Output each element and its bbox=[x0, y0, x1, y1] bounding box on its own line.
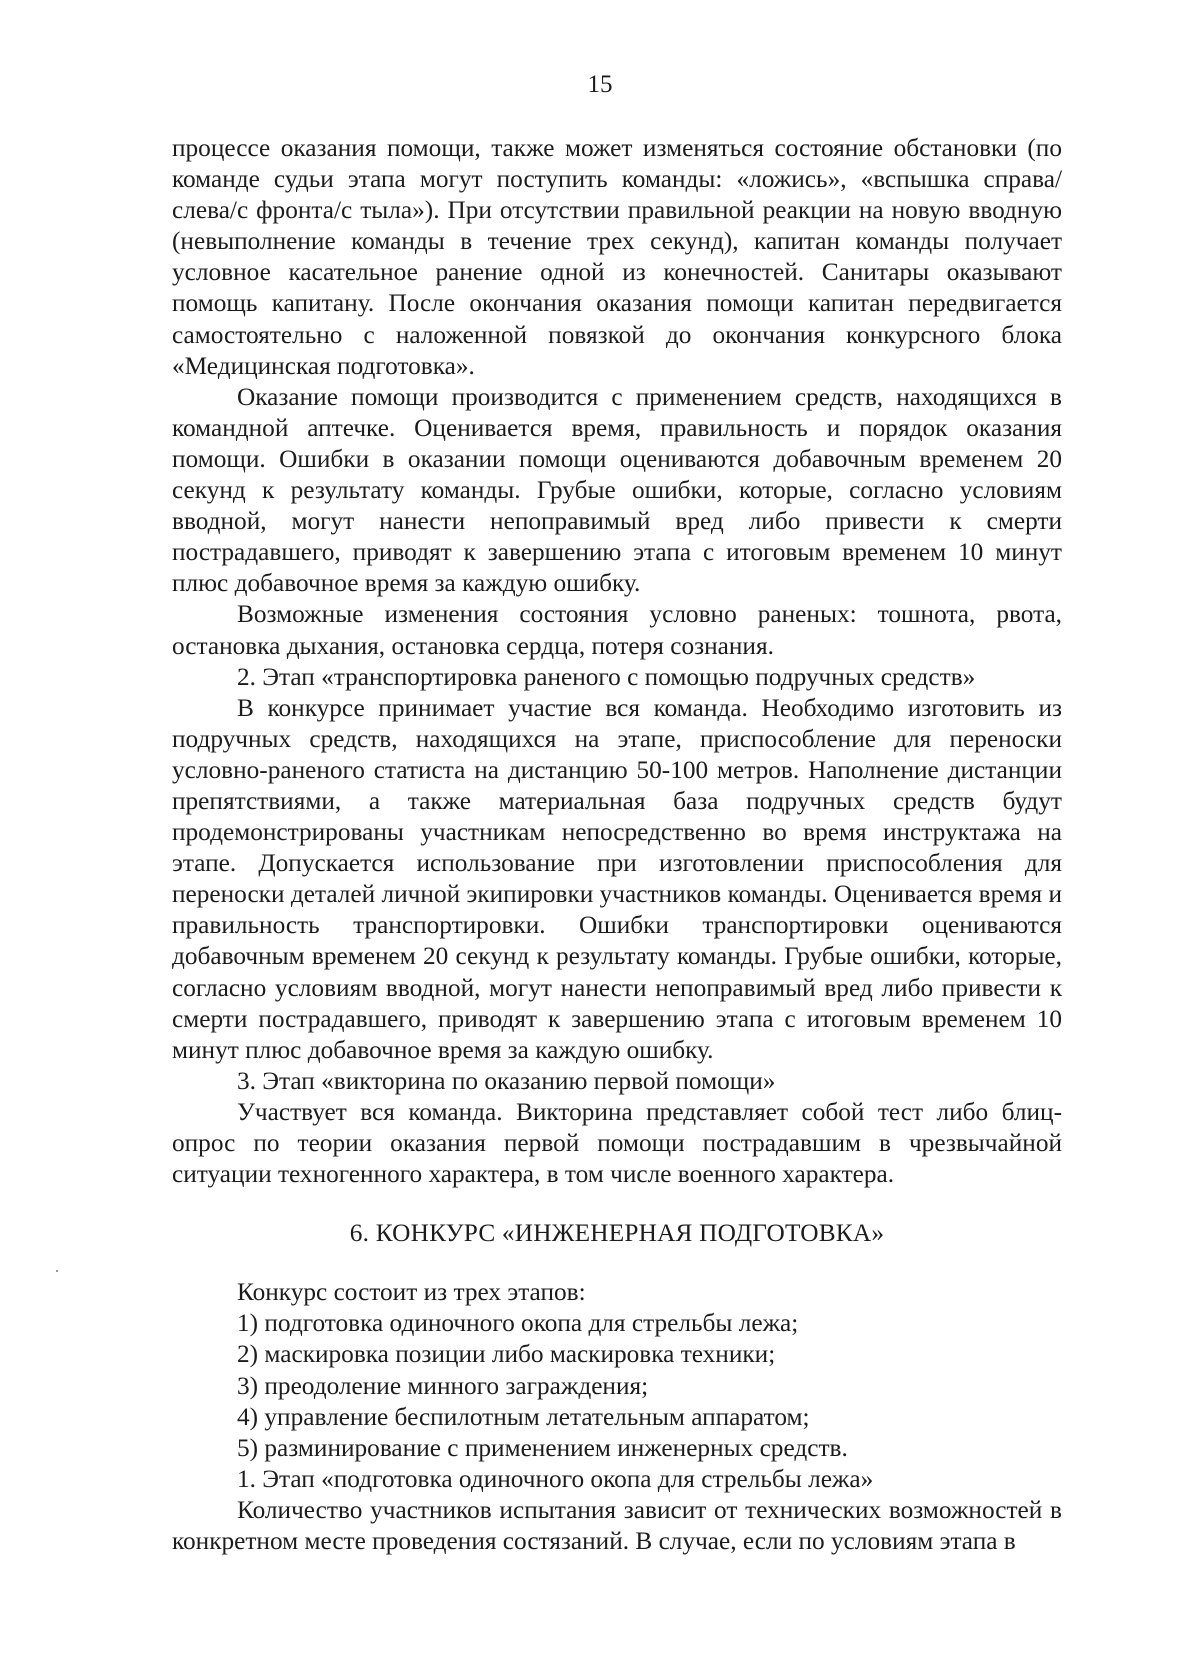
list-item: 2) маскировка позиции либо маскировка техники; bbox=[237, 1340, 776, 1369]
paragraph: Конкурс состоит из трех этапов: bbox=[237, 1278, 586, 1307]
scan-speck bbox=[56, 1270, 58, 1272]
list-item: 5) разминирование с применением инженерных средств. bbox=[237, 1433, 848, 1462]
stage-title: 1. Этап «подготовка одиночного окопа для стрельбы лежа» bbox=[237, 1464, 874, 1493]
list-item: 4) управление беспилотным летательным аппаратом; bbox=[237, 1402, 810, 1431]
paragraph: Участвует вся команда. Викторина представляет собой тест либо блиц-опрос по теории оказания первой помощи пострадавшим в чрезвычайной ситуации техногенного характера, в том числе военного характера. bbox=[172, 1097, 1062, 1189]
stage-title: 3. Этап «викторина по оказанию первой помощи» bbox=[237, 1066, 776, 1095]
list-item: 3) преодоление минного заграждения; bbox=[237, 1371, 649, 1400]
paragraph: процессе оказания помощи, также может изменяться состояние обстановки (по команде судьи этапа могут поступить команды: «ложись», «вспышка справа/слева/с фронта/с тыла»). При отсутствии правильной реакции на новую вводную (невыполнение команды в течение трех секунд), капитан команды получает условное касательное ранение одной из конечностей. Санитары оказывают помощь капитану. После окончания оказания помощи капитан передвигается самостоятельно с наложенной повязкой до окончания конкурсного блока «Медицинская подготовка». bbox=[172, 134, 1062, 380]
list-item: 1) подготовка одиночного окопа для стрельбы лежа; bbox=[237, 1309, 799, 1338]
stage-title: 2. Этап «транспортировка раненого с помощью подручных средств» bbox=[237, 662, 976, 691]
paragraph: В конкурсе принимает участие вся команда. Необходимо изготовить из подручных средств, находящихся на этапе, приспособление для переноски условно-раненого статиста на дистанцию 50-100 метров. Наполнение дистанции препятствиями, а также материальная база подручных средств будут продемонстрированы участникам непосредственно во время инструктажа на этапе. Допускается использование при изготовлении приспособления для переноски деталей личной экипировки участников команды. Оценивается время и правильность транспортировки. Ошибки транспортировки оцениваются добавочным временем 20 секунд к результату команды. Грубые ошибки, которые, согласно условиям вводной, могут нанести непоправимый вред либо привести к смерти пострадавшего, приводят к завершению этапа с итоговым временем 10 минут плюс добавочное время за каждую ошибку. bbox=[172, 693, 1062, 1064]
paragraph: Оказание помощи производится с применением средств, находящихся в командной аптечке. Оценивается время, правильность и порядок оказания помощи. Ошибки в оказании помощи оцениваются добавочным временем 20 секунд к результату команды. Грубые ошибки, которые, согласно условиям вводной, могут нанести непоправимый вред либо привести к смерти пострадавшего, приводят к завершению этапа с итоговым временем 10 минут плюс добавочное время за каждую ошибку. bbox=[172, 382, 1062, 598]
document-body bbox=[172, 133, 1062, 1557]
paragraph: Количество участников испытания зависит от технических возможностей в конкретном месте проведения состязаний. В случае, если по условиям этапа в bbox=[172, 1495, 1062, 1556]
paragraph: Возможные изменения состояния условно раненых: тошнота, рвота, остановка дыхания, остановка сердца, потеря сознания. bbox=[172, 600, 1062, 660]
page-number: 15 bbox=[587, 71, 613, 98]
section-heading: 6. КОНКУРС «ИНЖЕНЕРНАЯ ПОДГОТОВКА» bbox=[349, 1219, 885, 1248]
